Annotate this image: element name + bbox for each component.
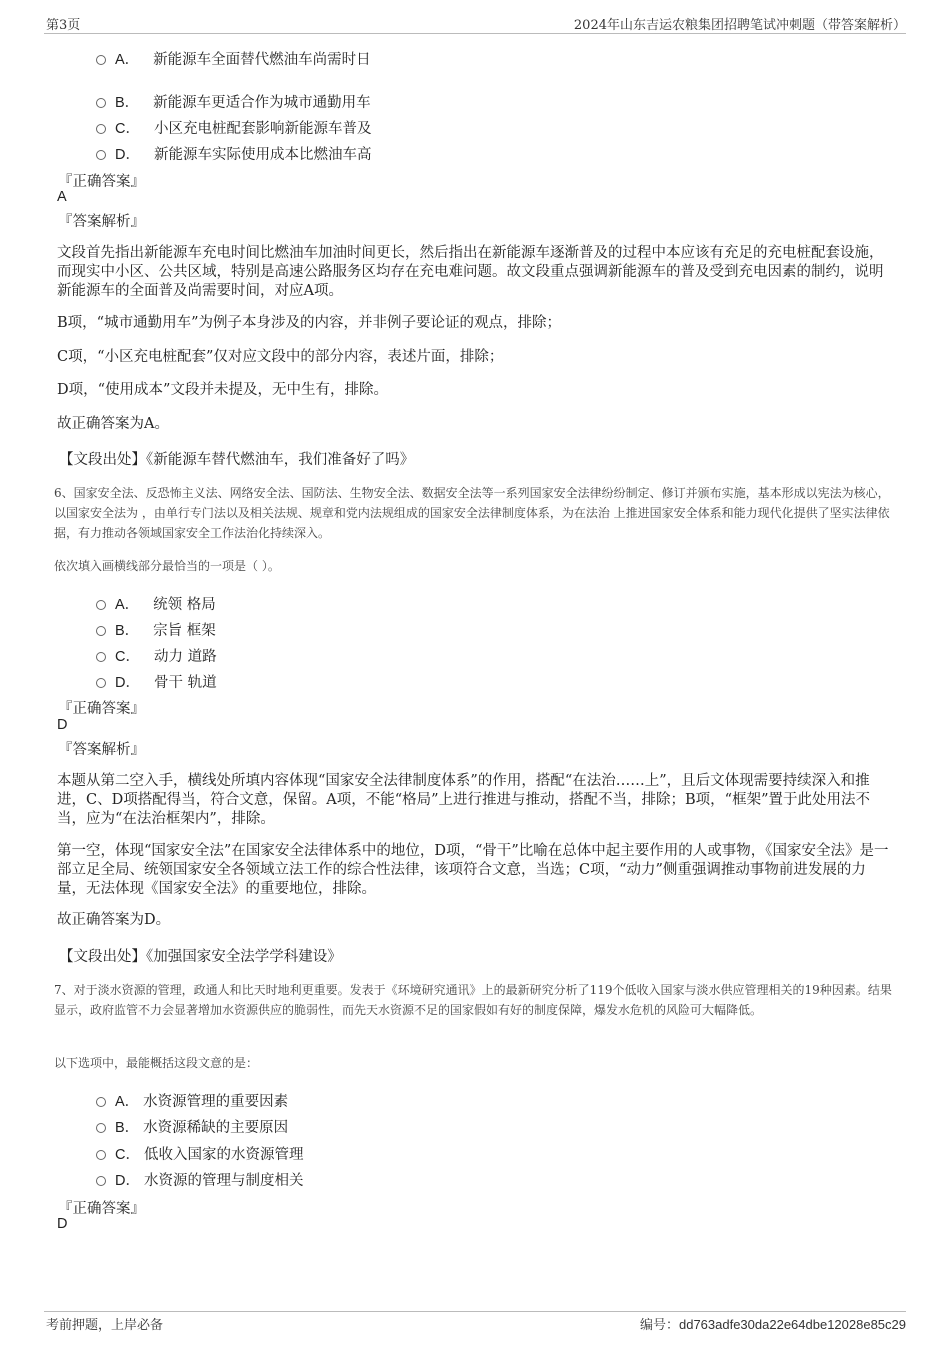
q6-option-d[interactable]: D． 骨干 轨道 bbox=[96, 671, 217, 692]
header-divider bbox=[44, 33, 906, 34]
q6-option-b[interactable]: B． 宗旨 框架 bbox=[96, 619, 216, 640]
q5-option-d[interactable]: D． 新能源车实际使用成本比燃油车高 bbox=[96, 143, 371, 164]
q7-option-b[interactable]: B． 水资源稀缺的主要原因 bbox=[96, 1116, 288, 1137]
q7-answer: D bbox=[57, 1216, 68, 1232]
q7-prompt: 以下选项中，最能概括这段文意的是： bbox=[54, 1056, 259, 1070]
radio-icon[interactable] bbox=[96, 150, 106, 160]
radio-icon[interactable] bbox=[96, 1097, 106, 1107]
q5-option-b[interactable]: B． 新能源车更适合作为城市通勤用车 bbox=[96, 91, 371, 112]
radio-icon[interactable] bbox=[96, 678, 106, 688]
radio-icon[interactable] bbox=[96, 626, 106, 636]
q5-analysis-conclusion: 故正确答案为A。 bbox=[57, 416, 169, 432]
q5-analysis-label: 『答案解析』 bbox=[58, 214, 145, 230]
q6-analysis-conclusion: 故正确答案为D。 bbox=[57, 912, 171, 928]
q5-option-a[interactable]: A． 新能源车全面替代燃油车尚需时日 bbox=[96, 48, 371, 69]
radio-icon[interactable] bbox=[96, 124, 106, 134]
footer-divider bbox=[44, 1311, 906, 1312]
q6-prompt: 依次填入画横线部分最恰当的一项是（ ）。 bbox=[54, 559, 280, 573]
q6-answer-label: 『正确答案』 bbox=[58, 701, 145, 717]
q7-option-c[interactable]: C． 低收入国家的水资源管理 bbox=[96, 1143, 303, 1164]
q7-option-a[interactable]: A． 水资源管理的重要因素 bbox=[96, 1090, 288, 1111]
radio-icon[interactable] bbox=[96, 98, 106, 108]
document-title: 2024年山东吉运农粮集团招聘笔试冲刺题（带答案解析） bbox=[573, 18, 906, 33]
q7-option-d[interactable]: D． 水资源的管理与制度相关 bbox=[96, 1169, 303, 1190]
radio-icon[interactable] bbox=[96, 55, 106, 65]
document-code-label: 编号： bbox=[639, 1318, 679, 1333]
q7-answer-label: 『正确答案』 bbox=[58, 1201, 145, 1217]
q5-answer: A bbox=[57, 189, 67, 205]
page-number: 第3页 bbox=[46, 18, 81, 33]
footer-slogan: 考前押题，上岸必备 bbox=[46, 1318, 164, 1333]
q6-option-c[interactable]: C． 动力 道路 bbox=[96, 645, 217, 666]
q5-option-c[interactable]: C． 小区充电桩配套影响新能源车普及 bbox=[96, 117, 371, 138]
q6-option-a[interactable]: A． 统领 格局 bbox=[96, 593, 216, 614]
radio-icon[interactable] bbox=[96, 1176, 106, 1186]
q5-source: 【文段出处】《新能源车替代燃油车，我们准备好了吗》 bbox=[59, 452, 415, 468]
radio-icon[interactable] bbox=[96, 652, 106, 662]
q5-answer-label: 『正确答案』 bbox=[58, 174, 145, 190]
q5-analysis-paragraph: B项，“城市通勤用车”为例子本身涉及的内容，并非例子要论证的观点，排除； bbox=[57, 315, 561, 331]
radio-icon[interactable] bbox=[96, 1123, 106, 1133]
q5-analysis-paragraph: D项，“使用成本”文段并未提及，无中生有，排除。 bbox=[57, 382, 388, 398]
q5-analysis-paragraph: C项，“小区充电桩配套”仅对应文段中的部分内容，表述片面，排除； bbox=[57, 349, 504, 365]
document-code-value: dd763adfe30da22e64dbe12028e85c29 bbox=[678, 1317, 906, 1332]
radio-icon[interactable] bbox=[96, 600, 106, 610]
q6-analysis-label: 『答案解析』 bbox=[58, 742, 145, 758]
q6-question: 6、国家安全法、反恐怖主义法、网络安全法、国防法、生物安全法、数据安全法等一系列国家安全法律纷纷制定、修订并颁布实施，基本形成以宪法为核心，以国家安全法为 ，由单行专门法以及相关法规、规章和党内法规组成的国家安全法律制度体系，为在法治 上推进国家安全体系和能力现代化提供了坚实法律依据，有力推动各领域国家安全工作法治化持续深入。 bbox=[54, 486, 890, 540]
q6-answer: D bbox=[57, 717, 68, 733]
q5-analysis-paragraph: 文段首先指出新能源车充电时间比燃油车加油时间更长，然后指出在新能源车逐渐普及的过程中本应该有充足的充电桩配套设施，而现实中小区、公共区域，特别是高速公路服务区均存在充电难问题。故文段重点强调新能源车的普及受到充电因素的制约，说明新能源车的全面普及尚需要时间，对应A项。 bbox=[57, 245, 884, 299]
document-code bbox=[640, 1314, 906, 1333]
radio-icon[interactable] bbox=[96, 1150, 106, 1160]
q6-analysis-paragraph: 第一空，体现“国家安全法”在国家安全法律体系中的地位，D项，“骨干”比喻在总体中起主要作用的人或事物，《国家安全法》是一部立足全局、统领国家安全各领域立法工作的综合性法律，该项符合文意，当选；C项，“动力”侧重强调推动事物前进发展的力量，无法体现《国家安全法》的重要地位，排除。 bbox=[57, 843, 889, 897]
q6-analysis-paragraph: 本题从第二空入手，横线处所填内容体现“国家安全法律制度体系”的作用，搭配“在法治……上”，且后文体现需要持续深入和推进，C、D项搭配得当，符合文意，保留。A项，不能“格局”上进行推进与推动，搭配不当，排除；B项，“框架”置于此处用法不当，应为“在法治框架内”，排除。 bbox=[57, 773, 870, 827]
q7-question: 7、对于淡水资源的管理，政通人和比天时地利更重要。发表于《环境研究通讯》上的最新研究分析了119个低收入国家与淡水供应管理相关的19种因素。结果显示，政府监管不力会显著增加水资源供应的脆弱性，而先天水资源不足的国家假如有好的制度保障，爆发水危机的风险可大幅降低。 bbox=[54, 983, 892, 1017]
q6-source: 【文段出处】《加强国家安全法学学科建设》 bbox=[59, 949, 342, 965]
